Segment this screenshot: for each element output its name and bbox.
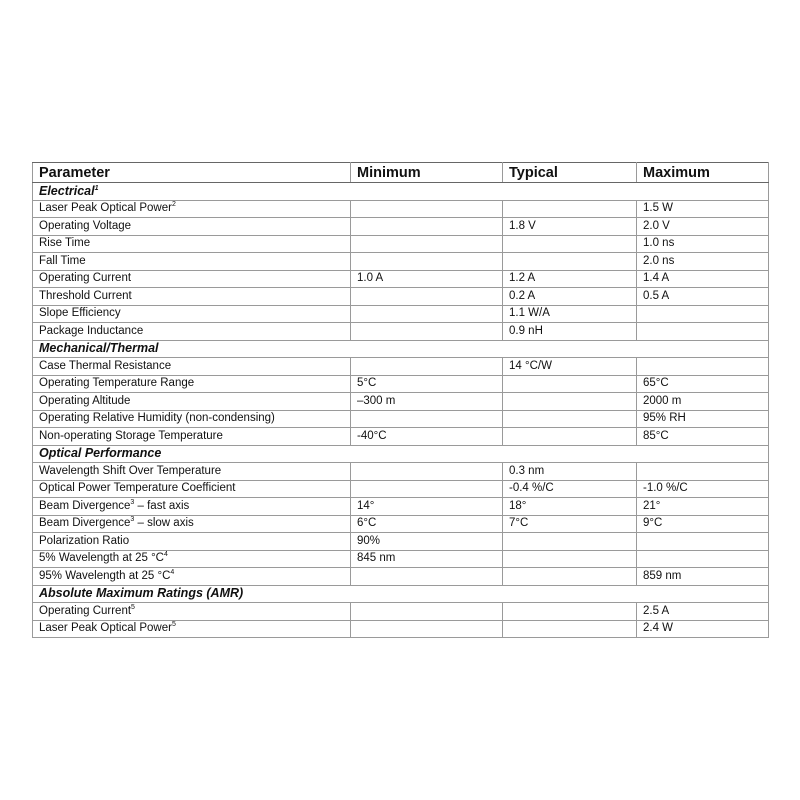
parameter-suffix: – slow axis [134, 517, 194, 530]
table-row [33, 498, 769, 516]
footnote-marker: 4 [170, 568, 175, 576]
table-row [33, 428, 769, 446]
section-filler [503, 585, 637, 603]
maximum-cell [637, 550, 769, 568]
maximum-cell: 1.4 A [637, 270, 769, 288]
parameter-label: Operating Current [39, 604, 132, 617]
footnote-marker: 3 [130, 516, 135, 524]
parameter-cell [33, 533, 351, 551]
minimum-cell: –300 m [351, 393, 503, 411]
parameter-cell [33, 218, 351, 236]
footnote-marker: 5 [131, 603, 135, 611]
parameter-label: Polarization Ratio [39, 534, 130, 547]
typical-cell [503, 200, 637, 218]
parameter-cell [33, 235, 351, 253]
maximum-cell: 2.4 W [637, 620, 769, 638]
table-row [33, 480, 769, 498]
parameter-label: Optical Power Temperature Coefficient [39, 482, 236, 495]
section-title-text: Electrical [39, 183, 95, 198]
minimum-cell [351, 235, 503, 253]
typical-cell [503, 533, 637, 551]
maximum-cell [637, 305, 769, 323]
parameter-cell [33, 550, 351, 568]
section-filler [637, 183, 769, 201]
table-row [33, 288, 769, 306]
section-row [33, 445, 769, 463]
maximum-cell: -1.0 %/C [637, 480, 769, 498]
maximum-cell: 1.5 W [637, 200, 769, 218]
typical-cell [503, 620, 637, 638]
typical-cell [503, 550, 637, 568]
table-row [33, 200, 769, 218]
section-title [33, 340, 503, 358]
section-title [33, 585, 503, 603]
minimum-cell: 6°C [351, 515, 503, 533]
typical-cell [503, 568, 637, 586]
table-row [33, 515, 769, 533]
table-row [33, 533, 769, 551]
parameter-label: Slope Efficiency [39, 307, 121, 320]
minimum-cell [351, 603, 503, 621]
section-filler [503, 183, 637, 201]
minimum-cell [351, 218, 503, 236]
table-body [33, 183, 769, 638]
maximum-cell [637, 463, 769, 481]
table-row [33, 463, 769, 481]
typical-cell: 1.2 A [503, 270, 637, 288]
section-title-text: Optical Performance [39, 446, 162, 461]
parameter-label: Laser Peak Optical Power [39, 622, 172, 635]
parameter-label: Fall Time [39, 254, 86, 267]
section-filler [637, 585, 769, 603]
maximum-cell: 2.0 ns [637, 253, 769, 271]
header-typical: Typical [503, 163, 637, 183]
footnote-marker: 3 [130, 498, 135, 506]
maximum-cell [637, 358, 769, 376]
table-row [33, 305, 769, 323]
parameter-label: Case Thermal Resistance [39, 359, 172, 372]
maximum-cell: 95% RH [637, 410, 769, 428]
parameter-label: Package Inductance [39, 324, 144, 337]
typical-cell: 1.8 V [503, 218, 637, 236]
parameter-label: Operating Temperature Range [39, 377, 195, 390]
minimum-cell [351, 288, 503, 306]
parameter-cell [33, 358, 351, 376]
minimum-cell: 845 nm [351, 550, 503, 568]
maximum-cell: 65°C [637, 375, 769, 393]
section-row [33, 183, 769, 201]
section-filler [637, 445, 769, 463]
section-title [33, 445, 503, 463]
parameter-cell [33, 393, 351, 411]
typical-cell [503, 375, 637, 393]
parameter-suffix: – fast axis [134, 499, 190, 512]
minimum-cell [351, 410, 503, 428]
section-filler [637, 340, 769, 358]
maximum-cell: 85°C [637, 428, 769, 446]
table-row [33, 603, 769, 621]
section-row [33, 340, 769, 358]
typical-cell [503, 428, 637, 446]
maximum-cell: 859 nm [637, 568, 769, 586]
parameter-label: 5% Wavelength at 25 °C [39, 552, 164, 565]
footnote-marker: 4 [164, 551, 168, 559]
parameter-cell [33, 253, 351, 271]
parameter-label: 95% Wavelength at 25 °C [39, 569, 171, 582]
parameter-cell [33, 498, 351, 516]
minimum-cell [351, 305, 503, 323]
minimum-cell [351, 568, 503, 586]
typical-cell [503, 603, 637, 621]
parameter-label: Operating Altitude [39, 394, 131, 407]
parameter-cell [33, 620, 351, 638]
parameter-label: Beam Divergence [39, 499, 131, 512]
parameter-label: Laser Peak Optical Power [39, 202, 172, 215]
parameter-cell [33, 603, 351, 621]
maximum-cell [637, 323, 769, 341]
parameter-cell [33, 288, 351, 306]
maximum-cell [637, 533, 769, 551]
minimum-cell [351, 253, 503, 271]
table-row [33, 620, 769, 638]
minimum-cell: 1.0 A [351, 270, 503, 288]
parameter-cell [33, 200, 351, 218]
typical-cell [503, 253, 637, 271]
typical-cell: 18° [503, 498, 637, 516]
table-row [33, 358, 769, 376]
minimum-cell [351, 323, 503, 341]
maximum-cell: 2000 m [637, 393, 769, 411]
maximum-cell: 1.0 ns [637, 235, 769, 253]
minimum-cell: 5°C [351, 375, 503, 393]
footnote-marker: 2 [171, 201, 176, 209]
table-row [33, 218, 769, 236]
section-filler [503, 340, 637, 358]
table-row [33, 550, 769, 568]
parameter-cell [33, 270, 351, 288]
maximum-cell: 21° [637, 498, 769, 516]
minimum-cell: -40°C [351, 428, 503, 446]
parameter-cell [33, 568, 351, 586]
parameter-cell [33, 410, 351, 428]
typical-cell: 1.1 W/A [503, 305, 637, 323]
typical-cell [503, 393, 637, 411]
section-title-text: Absolute Maximum Ratings (AMR) [39, 586, 244, 601]
parameter-label: Rise Time [39, 237, 91, 250]
typical-cell: 0.2 A [503, 288, 637, 306]
minimum-cell [351, 463, 503, 481]
parameter-cell [33, 428, 351, 446]
table-row [33, 253, 769, 271]
parameter-cell [33, 305, 351, 323]
maximum-cell: 0.5 A [637, 288, 769, 306]
table-row [33, 270, 769, 288]
section-row [33, 585, 769, 603]
parameter-cell [33, 323, 351, 341]
typical-cell: 0.9 nH [503, 323, 637, 341]
maximum-cell: 2.5 A [637, 603, 769, 621]
minimum-cell [351, 480, 503, 498]
table-row [33, 235, 769, 253]
minimum-cell: 90% [351, 533, 503, 551]
minimum-cell [351, 620, 503, 638]
maximum-cell: 2.0 V [637, 218, 769, 236]
parameter-cell [33, 375, 351, 393]
parameter-label: Beam Divergence [39, 517, 131, 530]
table-row [33, 393, 769, 411]
maximum-cell: 9°C [637, 515, 769, 533]
footnote-marker: 5 [171, 621, 176, 629]
header-row [33, 163, 769, 183]
parameter-label: Operating Current [39, 272, 132, 285]
footnote-marker: 1 [94, 184, 99, 192]
typical-cell [503, 410, 637, 428]
table-row [33, 410, 769, 428]
section-title-text: Mechanical/Thermal [39, 341, 159, 356]
parameter-cell [33, 480, 351, 498]
specifications-table [32, 162, 769, 638]
header-maximum: Maximum [637, 163, 769, 183]
typical-cell: 14 °C/W [503, 358, 637, 376]
table-row [33, 323, 769, 341]
parameter-label: Operating Relative Humidity (non-condensing) [39, 412, 275, 425]
parameter-label: Threshold Current [39, 289, 132, 302]
section-title [33, 183, 503, 201]
table-row [33, 568, 769, 586]
header-minimum: Minimum [351, 163, 503, 183]
table-row [33, 375, 769, 393]
parameter-label: Operating Voltage [39, 219, 132, 232]
parameter-label: Non-operating Storage Temperature [39, 429, 223, 442]
parameter-label: Wavelength Shift Over Temperature [39, 464, 222, 477]
minimum-cell: 14° [351, 498, 503, 516]
header-parameter: Parameter [33, 163, 351, 183]
typical-cell [503, 235, 637, 253]
parameter-cell [33, 463, 351, 481]
minimum-cell [351, 200, 503, 218]
section-filler [503, 445, 637, 463]
parameter-cell [33, 515, 351, 533]
minimum-cell [351, 358, 503, 376]
typical-cell: -0.4 %/C [503, 480, 637, 498]
typical-cell: 0.3 nm [503, 463, 637, 481]
typical-cell: 7°C [503, 515, 637, 533]
